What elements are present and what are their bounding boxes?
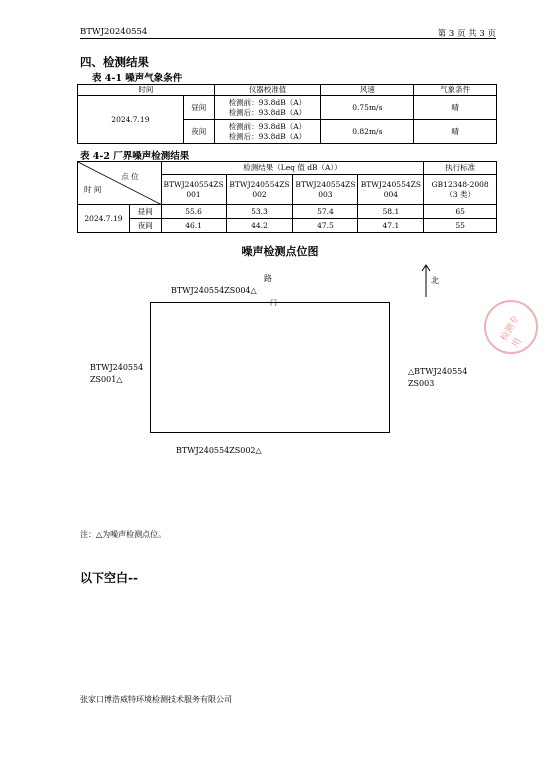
site-boundary	[150, 302, 390, 433]
company-footer: 张家口博浩威特环境检测技术服务有限公司	[80, 695, 232, 704]
weather-cell: 晴	[414, 120, 497, 144]
wind-cell: 0.75m/s	[321, 96, 414, 120]
value-cell: 57.4	[293, 205, 358, 219]
section-title: 四、检测结果	[80, 55, 149, 69]
limit-cell: 55	[424, 219, 497, 233]
point-header-004: BTWJ240554ZS 004	[358, 175, 424, 205]
col-header-calibration: 仪器校准值	[214, 85, 321, 96]
header-divider	[80, 38, 496, 39]
point-header-001: BTWJ240554ZS 001	[161, 175, 226, 205]
point-label-001: BTWJ240554 ZS001△	[90, 363, 144, 384]
company-seal: 检测专用	[484, 300, 538, 354]
table2-caption: 表 4-2 厂界噪声检测结果	[80, 151, 190, 162]
table-row	[78, 219, 497, 233]
corner-diagonal	[78, 162, 162, 205]
blank-notice: 以下空白--	[80, 571, 138, 585]
corner-cell	[78, 162, 162, 205]
date-cell: 2024.7.19	[78, 96, 184, 144]
limit-cell: 65	[424, 205, 497, 219]
point-label-003: △BTWJ240554 ZS003	[408, 367, 468, 388]
value-cell: 58.1	[358, 205, 424, 219]
period-cell: 夜间	[129, 219, 161, 233]
corner-label-point: 点 位	[121, 172, 139, 181]
noise-results-table	[77, 161, 497, 233]
table1-caption: 表 4-1 噪声气象条件	[92, 73, 183, 84]
doc-number: BTWJ20240554	[80, 27, 148, 37]
result-header: 检测结果（Leq 值 dB（A））	[161, 162, 424, 175]
value-cell: 47.5	[293, 219, 358, 233]
north-label: 北	[431, 276, 439, 285]
standard-header: 执行标准	[424, 162, 497, 175]
road-label: 路	[264, 274, 272, 283]
page-indicator: 第 3 页 共 3 页	[437, 29, 496, 39]
diagram-title: 噪声检测点位图	[241, 245, 319, 258]
period-cell: 夜间	[183, 120, 214, 144]
value-cell: 46.1	[161, 219, 226, 233]
value-cell: 53.3	[226, 205, 293, 219]
calibration-cell: 检测前：93.8dB（A） 检测后：93.8dB（A）	[214, 120, 321, 144]
calibration-cell: 检测前：93.8dB（A） 检测后：93.8dB（A）	[214, 96, 321, 120]
weather-cell: 晴	[414, 96, 497, 120]
standard-cell: GB12348-2008 （3 类）	[424, 175, 497, 205]
value-cell: 47.1	[358, 219, 424, 233]
col-header-time: 时间	[78, 85, 215, 96]
col-header-wind: 风速	[321, 85, 414, 96]
col-header-weather: 气象条件	[414, 85, 497, 96]
table-row	[78, 205, 497, 219]
corner-label-time: 时 间	[84, 185, 102, 194]
diagram-note: 注：△为噪声检测点位。	[80, 530, 167, 539]
value-cell: 44.2	[226, 219, 293, 233]
point-header-003: BTWJ240554ZS 003	[293, 175, 358, 205]
table-row	[78, 96, 497, 120]
period-cell: 昼间	[183, 96, 214, 120]
weather-conditions-table	[77, 84, 497, 144]
date-cell: 2024.7.19	[78, 205, 130, 233]
wind-cell: 0.82m/s	[321, 120, 414, 144]
gate-label: 门	[270, 299, 277, 307]
point-label-004: BTWJ240554ZS004△	[171, 286, 257, 295]
period-cell: 昼间	[129, 205, 161, 219]
point-label-002: BTWJ240554ZS002△	[176, 446, 262, 455]
point-header-002: BTWJ240554ZS 002	[226, 175, 293, 205]
value-cell: 55.6	[161, 205, 226, 219]
